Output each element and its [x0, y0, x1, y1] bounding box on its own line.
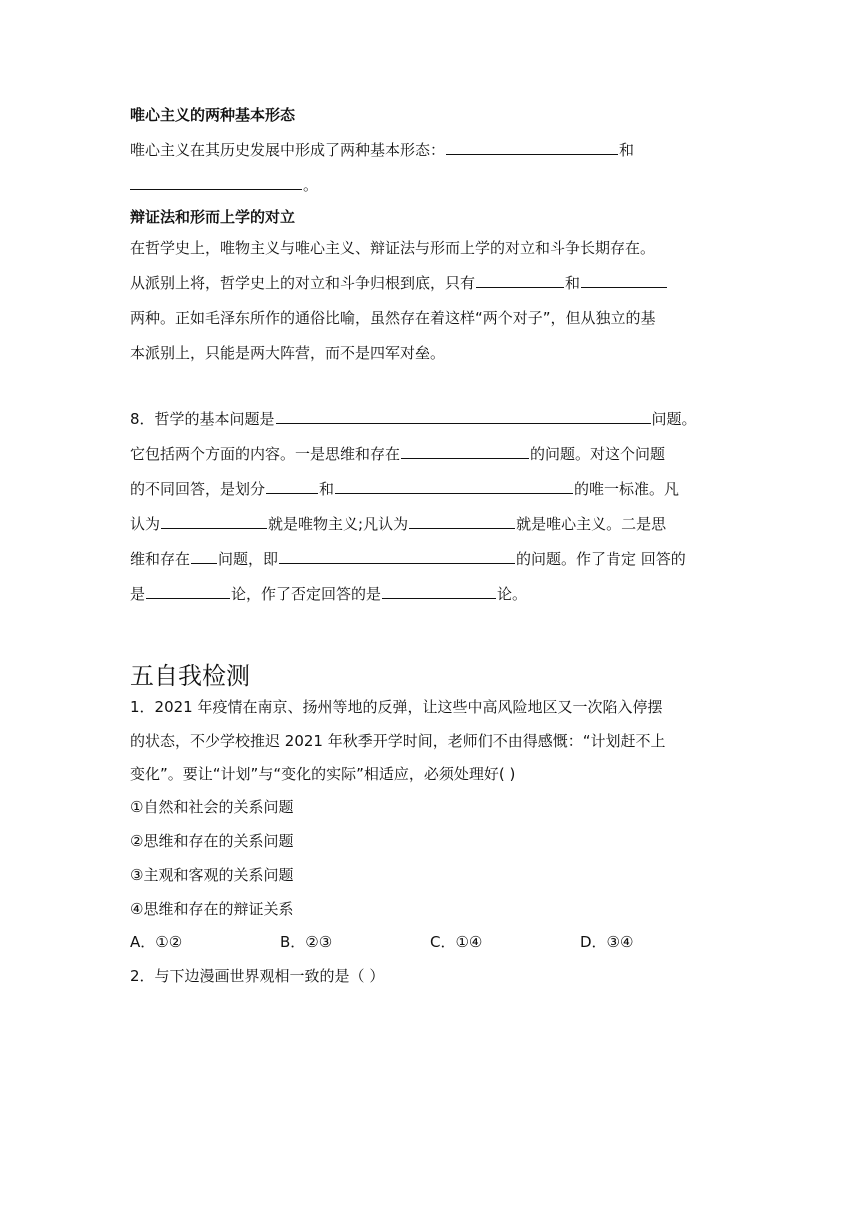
text: 和 [619, 141, 635, 159]
text: 论。 [497, 585, 528, 603]
text: 8．哲学的基本问题是 [130, 410, 275, 428]
text: 从派别上将，哲学史上的对立和斗争归根到底，只有 [130, 274, 476, 292]
heading-dialectics-metaphysics: 辩证法和形而上学的对立 [130, 208, 296, 226]
answer-blank[interactable] [401, 444, 529, 459]
section-title: 五自我检测 [130, 662, 250, 690]
answer-blank[interactable] [161, 514, 267, 529]
paragraph-line [130, 175, 318, 195]
q1-item-2: ②思维和存在的关系问题 [130, 832, 294, 850]
text: 。 [303, 176, 319, 194]
text: 它包括两个方面的内容。一是思维和存在 [130, 445, 401, 463]
q2-line-1: 2．与下边漫画世界观相一致的是（ ） [130, 967, 385, 985]
q1-option-d[interactable]: D．③④ [580, 933, 634, 951]
q1-line-3: 变化”。要让“计划”与“变化的实际”相适应，必须处理好( ) [130, 765, 516, 783]
text: 就是唯物主义;凡认为 [268, 515, 409, 533]
text: 问题，即 [218, 550, 279, 568]
answer-blank[interactable] [409, 514, 515, 529]
q1-option-a[interactable]: A．①② [130, 933, 183, 951]
text: 和 [319, 480, 335, 498]
text: 的不同回答，是划分 [130, 480, 266, 498]
paragraph-line: 两种。正如毛泽东所作的通俗比喻，虽然存在着这样“两个对子”，但从独立的基 [130, 309, 656, 327]
text: 论，作了否定回答的是 [231, 585, 382, 603]
answer-blank[interactable] [276, 409, 651, 424]
q1-item-4: ④思维和存在的辩证关系 [130, 900, 294, 918]
q1-item-3: ③主观和客观的关系问题 [130, 866, 294, 884]
q1-option-c[interactable]: C．①④ [430, 933, 483, 951]
q8-line-6 [130, 584, 527, 604]
q8-line-3 [130, 479, 679, 499]
answer-blank[interactable] [382, 584, 496, 599]
answer-blank[interactable] [581, 273, 667, 288]
answer-blank[interactable] [446, 140, 618, 155]
text: 认为 [130, 515, 161, 533]
text: 的问题。作了肯定 回答的 [516, 550, 686, 568]
q1-option-b[interactable]: B．②③ [280, 933, 333, 951]
q8-line-1 [130, 409, 697, 429]
q1-item-1: ①自然和社会的关系问题 [130, 798, 294, 816]
text: 维和存在 [130, 550, 191, 568]
answer-blank[interactable] [191, 549, 217, 564]
text: 唯心主义在其历史发展中形成了两种基本形态： [130, 141, 446, 159]
paragraph-line: 在哲学史上，唯物主义与唯心主义、辩证法与形而上学的对立和斗争长期存在。 [130, 239, 656, 257]
paragraph-line [130, 140, 634, 160]
q8-line-4 [130, 514, 666, 534]
answer-blank[interactable] [266, 479, 318, 494]
q8-line-5 [130, 549, 686, 569]
paragraph-line [130, 273, 668, 293]
text: 的唯一标准。凡 [574, 480, 680, 498]
q8-line-2 [130, 444, 665, 464]
text: 就是唯心主义。二是思 [516, 515, 667, 533]
answer-blank[interactable] [279, 549, 515, 564]
text: 是 [130, 585, 146, 603]
answer-blank[interactable] [476, 273, 564, 288]
text: 和 [565, 274, 581, 292]
answer-blank[interactable] [146, 584, 230, 599]
answer-blank[interactable] [130, 175, 302, 190]
text: 问题。 [651, 410, 697, 428]
text: 的问题。对这个问题 [530, 445, 666, 463]
paragraph-line: 本派别上，只能是两大阵营，而不是四军对垒。 [130, 344, 446, 362]
heading-idealism-forms: 唯心主义的两种基本形态 [130, 106, 296, 124]
answer-blank[interactable] [335, 479, 573, 494]
q1-line-1: 1．2021 年疫情在南京、扬州等地的反弹，让这些中高风险地区又一次陷入停摆 [130, 698, 663, 716]
q1-line-2: 的状态，不少学校推迟 2021 年秋季开学时间，老师们不由得感慨：“计划赶不上 [130, 732, 666, 750]
